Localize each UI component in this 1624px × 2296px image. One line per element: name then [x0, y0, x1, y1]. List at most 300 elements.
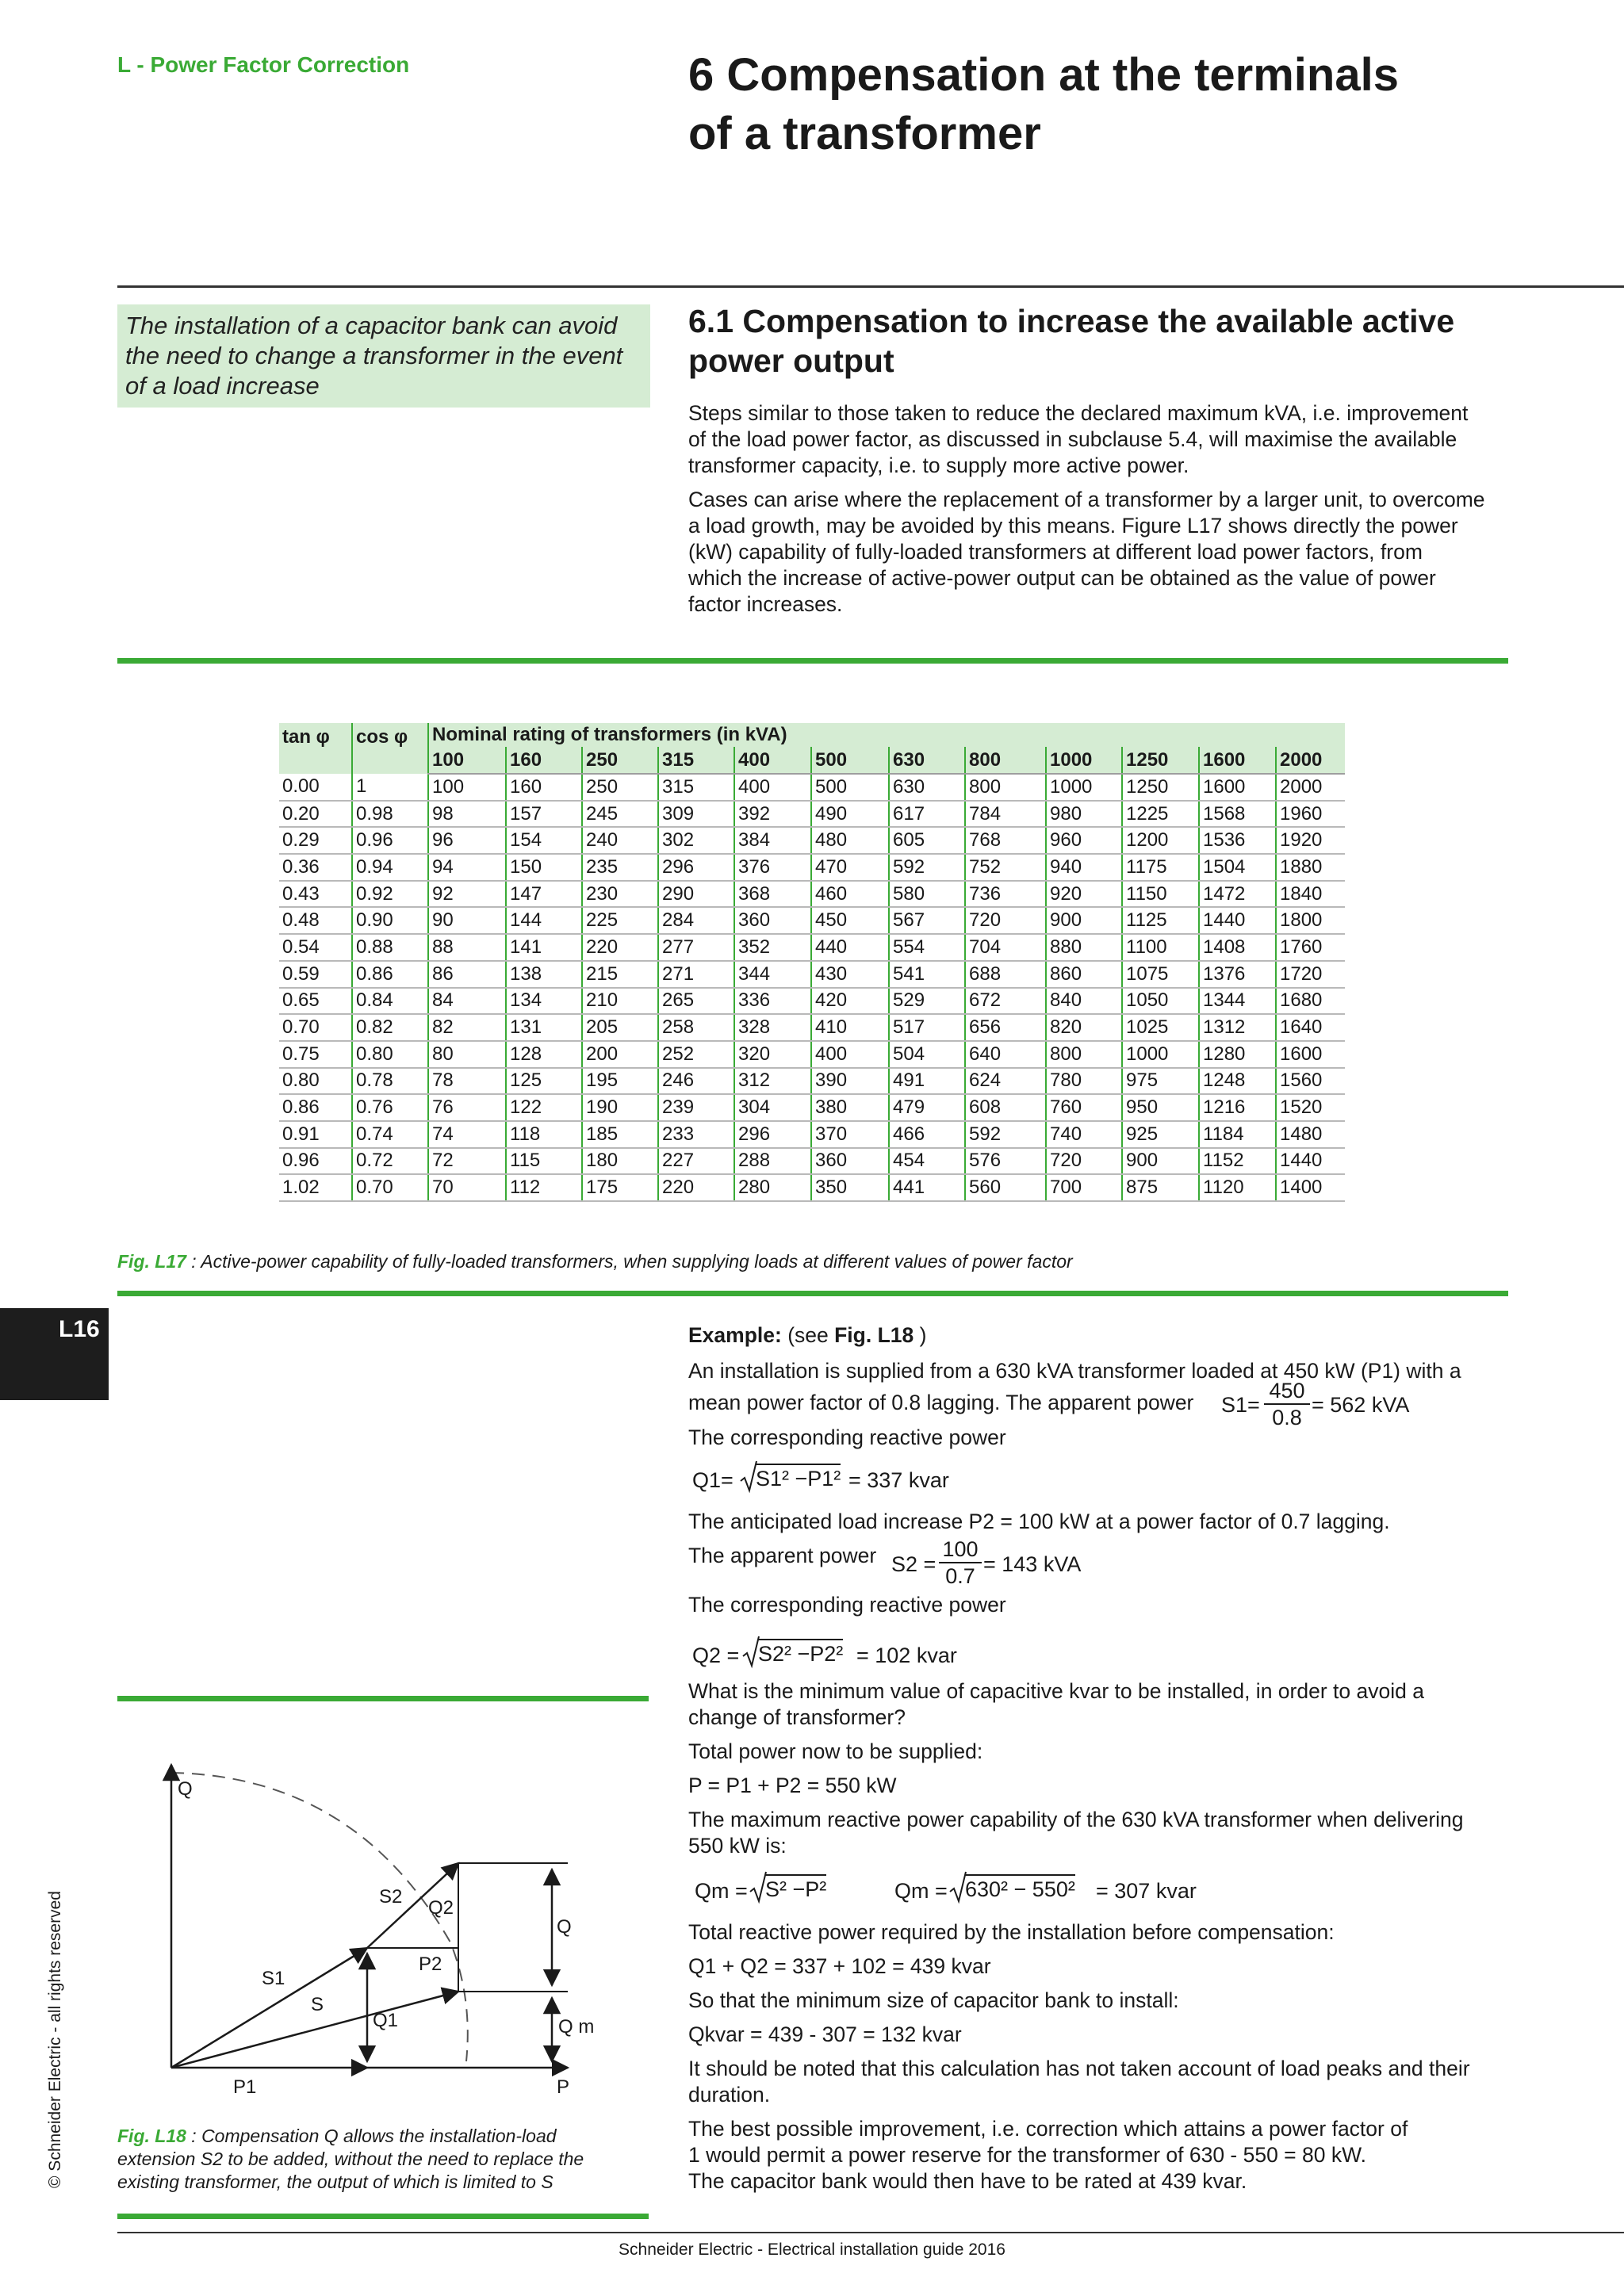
- table-cell: 1000: [1046, 774, 1122, 801]
- section-heading: [688, 301, 1576, 381]
- table-cell: 624: [965, 1068, 1046, 1095]
- table-cell: 490: [811, 801, 889, 828]
- example-line-4: The anticipated load increase P2 = 100 kW at a power factor of 0.7 lagging.: [688, 1510, 1390, 1533]
- table-cell: 227: [658, 1148, 734, 1175]
- table-row: [279, 801, 1345, 828]
- table-cell: 900: [1122, 1148, 1199, 1175]
- table-cell: 592: [889, 854, 965, 881]
- table-cell: 740: [1046, 1121, 1122, 1148]
- table-cell: 240: [582, 827, 658, 854]
- table-cell: 384: [734, 827, 811, 854]
- table-cell: 92: [428, 881, 506, 908]
- table-cell: 441: [889, 1174, 965, 1201]
- table-cell: 1520: [1276, 1094, 1345, 1121]
- table-cell: 128: [506, 1041, 582, 1068]
- label-p: P: [557, 2076, 570, 2098]
- table-cell: 90: [428, 907, 506, 934]
- qm-lhs: Qm =: [695, 1879, 748, 1903]
- example-line-10: P = P1 + P2 = 550 kW: [688, 1774, 897, 1797]
- table-row: [279, 907, 1345, 934]
- table-row: [279, 1014, 1345, 1041]
- table-cell: 175: [582, 1174, 658, 1201]
- table-header-tan: tan φ: [279, 723, 352, 774]
- table-cell: 2000: [1276, 774, 1345, 801]
- s2-rhs: = 143 kVA: [983, 1552, 1082, 1576]
- table-cell: 150: [506, 854, 582, 881]
- table-cell: 125: [506, 1068, 582, 1095]
- table-cell: 200: [582, 1041, 658, 1068]
- table-cell: 1840: [1276, 881, 1345, 908]
- table-cell: 940: [1046, 854, 1122, 881]
- table-cell: 258: [658, 1014, 734, 1041]
- table-rating-header: 500: [811, 747, 889, 774]
- table-cell: 0.20: [279, 801, 352, 828]
- example-line-9: Total power now to be supplied:: [688, 1739, 983, 1763]
- q2-lhs: Q2 =: [692, 1644, 740, 1667]
- table-cell: 460: [811, 881, 889, 908]
- table-cell: 138: [506, 961, 582, 988]
- transformer-capability-table: [279, 723, 1345, 1202]
- table-cell: 1250: [1122, 774, 1199, 801]
- table-rating-header: 160: [506, 747, 582, 774]
- table-cell: 288: [734, 1148, 811, 1175]
- table-cell: 96: [428, 827, 506, 854]
- chapter-label: L - Power Factor Correction: [117, 52, 410, 77]
- table-cell: 1312: [1199, 1014, 1276, 1041]
- table-cell: 296: [734, 1121, 811, 1148]
- table-cell: 239: [658, 1094, 734, 1121]
- table-cell: 400: [811, 1041, 889, 1068]
- table-cell: 0.29: [279, 827, 352, 854]
- table-rating-header: 2000: [1276, 747, 1345, 774]
- q2-rhs: = 102 kvar: [856, 1644, 957, 1667]
- table-cell: 560: [965, 1174, 1046, 1201]
- example-label: Example:: [688, 1323, 782, 1347]
- table-cell: 0.91: [279, 1121, 352, 1148]
- label-q1: Q1: [373, 2010, 399, 2031]
- table-cell: 233: [658, 1121, 734, 1148]
- page-heading-line-2: of a transformer: [688, 108, 1041, 159]
- table-cell: 784: [965, 801, 1046, 828]
- table-cell: 0.88: [352, 934, 428, 961]
- table-row: [279, 827, 1345, 854]
- table-cell: 0.74: [352, 1121, 428, 1148]
- table-cell: 454: [889, 1148, 965, 1175]
- fig-l17-label: Fig. L17: [117, 1251, 186, 1272]
- table-cell: 880: [1046, 934, 1122, 961]
- q1-radicand: S1² −P1²: [756, 1464, 841, 1491]
- table-cell: 800: [965, 774, 1046, 801]
- example-line-2: mean power factor of 0.8 lagging. The apparent power: [688, 1391, 1194, 1414]
- table-cell: 1216: [1199, 1094, 1276, 1121]
- table-cell: 72: [428, 1148, 506, 1175]
- table-cell: 1568: [1199, 801, 1276, 828]
- table-cell: 376: [734, 854, 811, 881]
- table-cell: 840: [1046, 988, 1122, 1015]
- table-cell: 0.76: [352, 1094, 428, 1121]
- table-cell: 205: [582, 1014, 658, 1041]
- table-cell: 1280: [1199, 1041, 1276, 1068]
- table-cell: 517: [889, 1014, 965, 1041]
- table-rating-header: 1600: [1199, 747, 1276, 774]
- table-cell: 920: [1046, 881, 1122, 908]
- table-cell: 296: [658, 854, 734, 881]
- table-cell: 328: [734, 1014, 811, 1041]
- table-cell: 0.36: [279, 854, 352, 881]
- table-cell: 630: [889, 774, 965, 801]
- example-line-7: What is the minimum value of capacitive kvar to be installed, in order to avoid a: [688, 1679, 1424, 1703]
- table-cell: 1376: [1199, 961, 1276, 988]
- table-cell: 0.70: [279, 1014, 352, 1041]
- table-rating-header: 250: [582, 747, 658, 774]
- table-cell: 0.65: [279, 988, 352, 1015]
- table-cell: 0.80: [352, 1041, 428, 1068]
- table-cell: 390: [811, 1068, 889, 1095]
- table-cell: 190: [582, 1094, 658, 1121]
- example-line-19: The best possible improvement, i.e. correction which attains a power factor of: [688, 2117, 1408, 2141]
- table-cell: 280: [734, 1174, 811, 1201]
- table-row: [279, 774, 1345, 801]
- table-cell: 1680: [1276, 988, 1345, 1015]
- table-cell: 112: [506, 1174, 582, 1201]
- table-cell: 504: [889, 1041, 965, 1068]
- table-cell: 430: [811, 961, 889, 988]
- table-cell: 315: [658, 774, 734, 801]
- qm2-lhs: Qm =: [894, 1879, 948, 1903]
- table-cell: 1760: [1276, 934, 1345, 961]
- table-cell: 0.84: [352, 988, 428, 1015]
- table-row: [279, 1094, 1345, 1121]
- table-cell: 1075: [1122, 961, 1199, 988]
- table-cell: 1472: [1199, 881, 1276, 908]
- table-cell: 144: [506, 907, 582, 934]
- table-cell: 360: [811, 1148, 889, 1175]
- table-cell: 74: [428, 1121, 506, 1148]
- table-cell: 0.86: [352, 961, 428, 988]
- s1-lhs: S1=: [1221, 1393, 1260, 1417]
- table-cell: 656: [965, 1014, 1046, 1041]
- table-cell: 1000: [1122, 1041, 1199, 1068]
- table-rating-header: 400: [734, 747, 811, 774]
- table-cell: 980: [1046, 801, 1122, 828]
- table-cell: 875: [1122, 1174, 1199, 1201]
- table-cell: 752: [965, 854, 1046, 881]
- table-cell: 0.98: [352, 801, 428, 828]
- table-cell: 271: [658, 961, 734, 988]
- table-rating-header: 800: [965, 747, 1046, 774]
- table-row: [279, 854, 1345, 881]
- table-cell: 82: [428, 1014, 506, 1041]
- table-cell: 925: [1122, 1121, 1199, 1148]
- table-cell: 608: [965, 1094, 1046, 1121]
- table-cell: 195: [582, 1068, 658, 1095]
- label-s: S: [311, 1994, 324, 2015]
- table-cell: 1800: [1276, 907, 1345, 934]
- copyright-notice: © Schneider Electric - all rights reserved: [46, 1891, 64, 2188]
- table-cell: 220: [658, 1174, 734, 1201]
- table-cell: 210: [582, 988, 658, 1015]
- table-cell: 1200: [1122, 827, 1199, 854]
- table-cell: 450: [811, 907, 889, 934]
- table-row: [279, 1121, 1345, 1148]
- table-cell: 0.96: [352, 827, 428, 854]
- table-cell: 1184: [1199, 1121, 1276, 1148]
- header-divider: [117, 285, 1624, 288]
- qm2-radicand: 630² − 550²: [965, 1874, 1075, 1902]
- page-footer: [0, 2241, 1624, 2260]
- table-row: [279, 1148, 1345, 1175]
- fig-l17-caption: [117, 1251, 1073, 1272]
- table-cell: 122: [506, 1094, 582, 1121]
- table-cell: 760: [1046, 1094, 1122, 1121]
- table-cell: 960: [1046, 827, 1122, 854]
- table-cell: 250: [582, 774, 658, 801]
- table-cell: 1175: [1122, 854, 1199, 881]
- example-line-14: Q1 + Q2 = 337 + 102 = 439 kvar: [688, 1954, 991, 1978]
- table-rating-header: 1250: [1122, 747, 1199, 774]
- table-cell: 344: [734, 961, 811, 988]
- table-cell: 700: [1046, 1174, 1122, 1201]
- intro-paragraph-2: Cases can arise where the replacement of a transformer by a larger unit, to overcome a load growth, may be avoided by this means. Figure L17 shows directly the power (kW) capability of fully-loaded transformers at different load power factors, from which the increase of active-power output can be obtained as the value of power factor increases.: [688, 488, 1485, 616]
- table-cell: 350: [811, 1174, 889, 1201]
- table-cell: 466: [889, 1121, 965, 1148]
- table-cell: 950: [1122, 1094, 1199, 1121]
- label-q: Q: [557, 1916, 572, 1938]
- table-cell: 672: [965, 988, 1046, 1015]
- table-cell: 1225: [1122, 801, 1199, 828]
- q2-radicand: S2² −P2²: [758, 1639, 843, 1667]
- table-cell: 1640: [1276, 1014, 1345, 1041]
- table-cell: 768: [965, 827, 1046, 854]
- table-cell: 688: [965, 961, 1046, 988]
- table-cell: 320: [734, 1041, 811, 1068]
- example-line-15: So that the minimum size of capacitor bank to install:: [688, 1988, 1179, 2012]
- table-cell: 0.75: [279, 1041, 352, 1068]
- table-rating-header: 630: [889, 747, 965, 774]
- table-cell: 480: [811, 827, 889, 854]
- table-cell: 78: [428, 1068, 506, 1095]
- table-cell: 94: [428, 854, 506, 881]
- qm-radicand: S² −P²: [765, 1874, 826, 1902]
- table-cell: 580: [889, 881, 965, 908]
- example-line-21: The capacitor bank would then have to be rated at 439 kvar.: [688, 2169, 1247, 2193]
- table-cell: 215: [582, 961, 658, 988]
- table-cell: 720: [965, 907, 1046, 934]
- example-line-13: Total reactive power required by the installation before compensation:: [688, 1920, 1335, 1944]
- capability-arc: [171, 1773, 468, 2061]
- page-heading-line-1: 6 Compensation at the terminals: [688, 49, 1399, 101]
- table-cell: 312: [734, 1068, 811, 1095]
- table-rating-header: 100: [428, 747, 506, 774]
- table-cell: 336: [734, 988, 811, 1015]
- table-row: [279, 988, 1345, 1015]
- table-row: [279, 961, 1345, 988]
- table-cell: 420: [811, 988, 889, 1015]
- table-cell: 1248: [1199, 1068, 1276, 1095]
- fig-l17-text: : Active-power capability of fully-loaded transformers, when supplying loads at different values of power factor: [186, 1251, 1073, 1272]
- table-ratings-row: [279, 747, 1345, 774]
- table-cell: 1480: [1276, 1121, 1345, 1148]
- table-cell: 1440: [1276, 1148, 1345, 1175]
- table-cell: 0.00: [279, 774, 352, 801]
- table-cell: 1125: [1122, 907, 1199, 934]
- fig-l18-caption: [117, 2125, 625, 2194]
- table-row: [279, 881, 1345, 908]
- page-heading: [688, 46, 1576, 163]
- table-cell: 1.02: [279, 1174, 352, 1201]
- s1-fraction: $\frac{450}{0.8}$: [1264, 1378, 1310, 1430]
- table-cell: 115: [506, 1148, 582, 1175]
- table-cell: 0.43: [279, 881, 352, 908]
- section-heading-line-2: power output: [688, 342, 894, 379]
- table-cell: 1440: [1199, 907, 1276, 934]
- table-cell: 736: [965, 881, 1046, 908]
- table-cell: 70: [428, 1174, 506, 1201]
- table-cell: 380: [811, 1094, 889, 1121]
- label-p1: P1: [233, 2076, 257, 2098]
- table-cell: 1025: [1122, 1014, 1199, 1041]
- table-cell: 704: [965, 934, 1046, 961]
- table-cell: 392: [734, 801, 811, 828]
- table-cell: 284: [658, 907, 734, 934]
- table-cell: 88: [428, 934, 506, 961]
- table-cell: 0.59: [279, 961, 352, 988]
- table-cell: 76: [428, 1094, 506, 1121]
- table-cell: 1050: [1122, 988, 1199, 1015]
- table-cell: 0.96: [279, 1148, 352, 1175]
- table-cell: 541: [889, 961, 965, 988]
- table-cell: 290: [658, 881, 734, 908]
- power-vector-diagram: [117, 1744, 657, 2109]
- table-cell: 1100: [1122, 934, 1199, 961]
- example-line-8: change of transformer?: [688, 1705, 906, 1729]
- table-cell: 1600: [1199, 774, 1276, 801]
- fig-l18-top-rule: [117, 1696, 649, 1701]
- table-cell: 440: [811, 934, 889, 961]
- table-cell: 246: [658, 1068, 734, 1095]
- table-cell: 780: [1046, 1068, 1122, 1095]
- table-cell: 1880: [1276, 854, 1345, 881]
- table-cell: 479: [889, 1094, 965, 1121]
- s1-vector: [171, 1948, 367, 2068]
- table-cell: 1560: [1276, 1068, 1345, 1095]
- footer-divider: [117, 2232, 1624, 2233]
- table-cell: 84: [428, 988, 506, 1015]
- example-heading: Example: (see Fig. L18 ): [688, 1323, 927, 1347]
- table-cell: 100: [428, 774, 506, 801]
- table-cell: 252: [658, 1041, 734, 1068]
- section-divider-top: [117, 658, 1508, 664]
- table-cell: 0.54: [279, 934, 352, 961]
- s2-lhs: S2 =: [891, 1552, 936, 1576]
- table-cell: 225: [582, 907, 658, 934]
- example-fig-ref: Fig. L18: [834, 1323, 914, 1347]
- table-cell: 1600: [1276, 1041, 1345, 1068]
- table-cell: 0.86: [279, 1094, 352, 1121]
- table-cell: 185: [582, 1121, 658, 1148]
- table-cell: 134: [506, 988, 582, 1015]
- table-cell: 1960: [1276, 801, 1345, 828]
- table-cell: 245: [582, 801, 658, 828]
- table-cell: 1152: [1199, 1148, 1276, 1175]
- table-cell: 491: [889, 1068, 965, 1095]
- table-cell: 157: [506, 801, 582, 828]
- table-cell: 720: [1046, 1148, 1122, 1175]
- label-q-axis: Q: [178, 1778, 193, 1800]
- label-qm: Q m: [558, 2016, 595, 2038]
- table-cell: 500: [811, 774, 889, 801]
- table-cell: 605: [889, 827, 965, 854]
- table-cell: 0.92: [352, 881, 428, 908]
- fig-l18-text: : Compensation Q allows the installation-load extension S2 to be added, without the need to replace the existing transformer, the output of which is limited to S: [117, 2126, 584, 2192]
- table-cell: 118: [506, 1121, 582, 1148]
- example-line-6: The corresponding reactive power: [688, 1593, 1006, 1617]
- table-cell: 1408: [1199, 934, 1276, 961]
- table-cell: 1504: [1199, 854, 1276, 881]
- table-cell: 370: [811, 1121, 889, 1148]
- table-cell: 180: [582, 1148, 658, 1175]
- label-s1: S1: [262, 1968, 285, 1989]
- table-cell: 277: [658, 934, 734, 961]
- table-rating-header: 315: [658, 747, 734, 774]
- table-cell: 975: [1122, 1068, 1199, 1095]
- table-cell: 400: [734, 774, 811, 801]
- table-row: [279, 934, 1345, 961]
- table-cell: 640: [965, 1041, 1046, 1068]
- section-divider-bottom: [117, 1291, 1508, 1296]
- example-line-3: The corresponding reactive power: [688, 1425, 1006, 1449]
- table-cell: 368: [734, 881, 811, 908]
- example-line-17: It should be noted that this calculation has not taken account of load peaks and their: [688, 2057, 1470, 2080]
- fig-l18-bottom-rule: [117, 2214, 649, 2219]
- table-cell: 0.94: [352, 854, 428, 881]
- example-line-18: duration.: [688, 2083, 771, 2107]
- table-row: [279, 1174, 1345, 1201]
- table-row: [279, 1068, 1345, 1095]
- q1-lhs: Q1=: [692, 1468, 733, 1492]
- s1-rhs: = 562 kVA: [1312, 1393, 1410, 1417]
- table-cell: 900: [1046, 907, 1122, 934]
- table-cell: 820: [1046, 1014, 1122, 1041]
- example-line-20: 1 would permit a power reserve for the transformer of 630 - 550 = 80 kW.: [688, 2143, 1367, 2167]
- table-cell: 160: [506, 774, 582, 801]
- example-line-16: Qkvar = 439 - 307 = 132 kvar: [688, 2022, 962, 2046]
- table-cell: 0.78: [352, 1068, 428, 1095]
- table-cell: 567: [889, 907, 965, 934]
- table-cell: 131: [506, 1014, 582, 1041]
- table-cell: 554: [889, 934, 965, 961]
- example-line-5: The apparent power: [688, 1544, 877, 1567]
- table-cell: 1150: [1122, 881, 1199, 908]
- section-heading-line-1: 6.1 Compensation to increase the available active: [688, 303, 1455, 339]
- table-cell: 860: [1046, 961, 1122, 988]
- table-cell: 360: [734, 907, 811, 934]
- table-cell: 1: [352, 774, 428, 801]
- example-line-1: An installation is supplied from a 630 kVA transformer loaded at 450 kW (P1) with a: [688, 1359, 1461, 1383]
- table-cell: 410: [811, 1014, 889, 1041]
- example-line-11: The maximum reactive power capability of the 630 kVA transformer when delivering: [688, 1808, 1464, 1831]
- table-cell: 1720: [1276, 961, 1345, 988]
- table-cell: 1400: [1276, 1174, 1345, 1201]
- table-cell: 352: [734, 934, 811, 961]
- table-cell: 529: [889, 988, 965, 1015]
- table-cell: 304: [734, 1094, 811, 1121]
- table-cell: 0.90: [352, 907, 428, 934]
- table-cell: 576: [965, 1148, 1046, 1175]
- table-cell: 302: [658, 827, 734, 854]
- table-cell: 230: [582, 881, 658, 908]
- s2-fraction: $\frac{100}{0.7}$: [939, 1536, 982, 1589]
